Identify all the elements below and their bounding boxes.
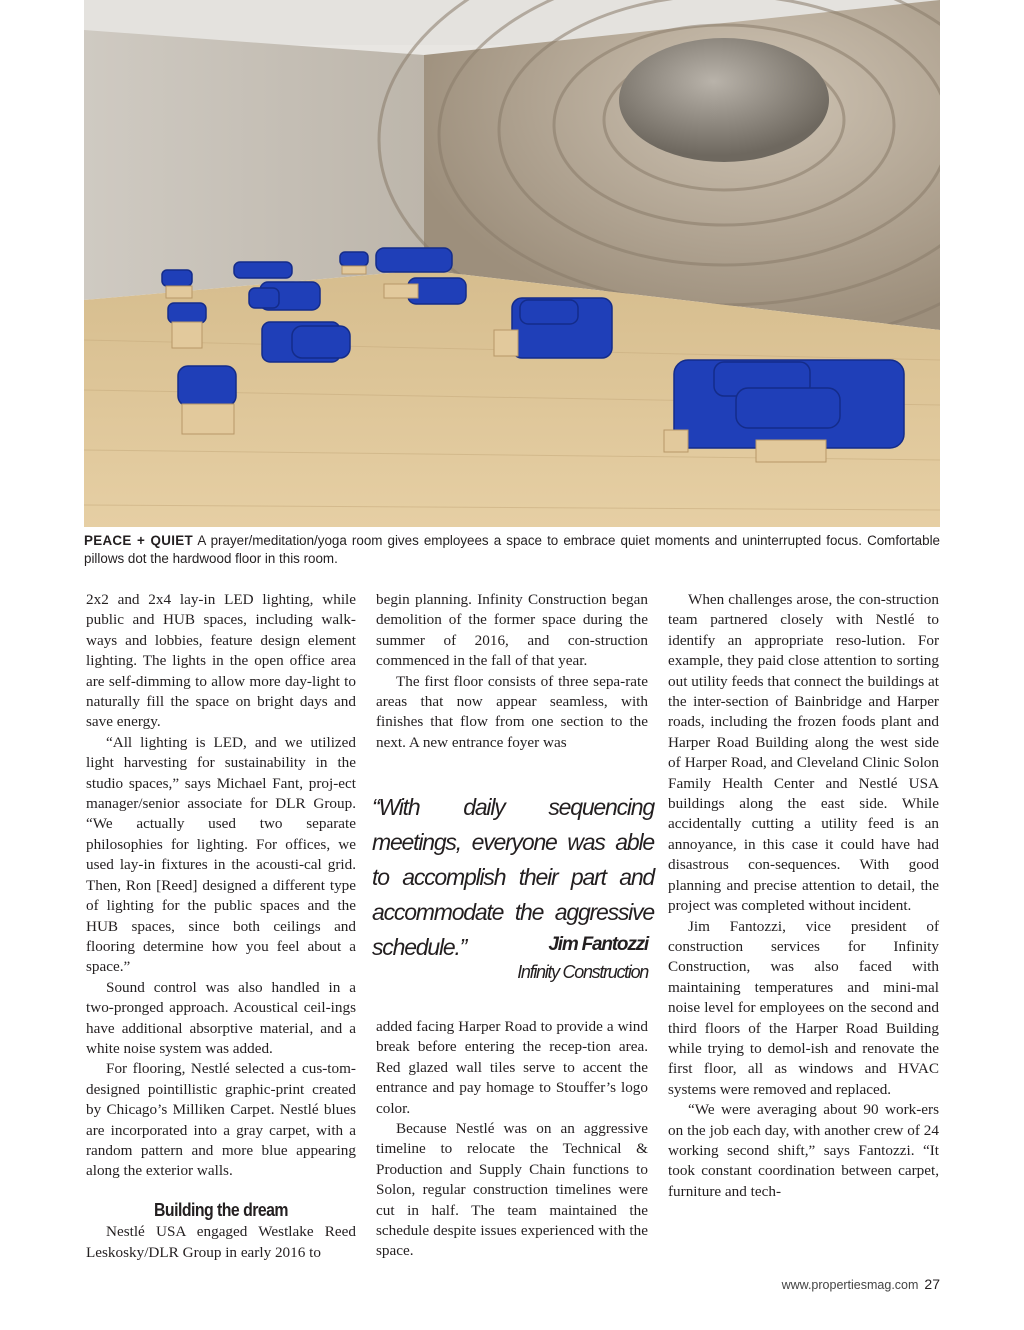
article-column-3 (668, 590, 939, 1202)
paragraph: “We were averaging about 90 work-ers on the job each day, with another crew of 24 working second shift,” says Fantozzi. “It took constant coordination between carpet, furniture and tech- (668, 1101, 939, 1200)
article-column-2-top (376, 590, 648, 753)
page-number: 27 (924, 1276, 940, 1292)
footer-url[interactable]: www.propertiesmag.com (781, 1278, 919, 1292)
paragraph: Nestlé USA engaged Westlake Reed Leskosky/DLR Group in early 2016 to (86, 1223, 356, 1261)
paragraph: 2x2 and 2x4 lay-in LED lighting, while public and HUB spaces, including walk-ways and lobbies, feature design element lighting. The lights in the open office area are self-dimming to allow more day-light to naturally fill the space on bright days and save energy. (86, 591, 356, 731)
paragraph: The first floor consists of three sepa-rate areas that now appear seamless, with finishes that flow from one section to the next. A new entrance foyer was (376, 672, 648, 751)
article-column-2-bottom (376, 1017, 648, 1262)
paragraph: For flooring, Nestlé selected a cus-tom-designed pointillistic graphic-print created by Chicago’s Milliken Carpet. Nestlé blues are incorporated into a gray carpet, with a random pattern and more blue appearing along the exterior walls. (86, 1060, 356, 1180)
caption-lead: PEACE + QUIET (84, 533, 193, 548)
photo-caption (84, 532, 940, 568)
meditation-room-photo-icon (84, 0, 940, 527)
caption-text: A prayer/meditation/yoga room gives employees a space to embrace quiet moments and uninterrupted focus. Comfortable pillows dot the hardwood floor in this room. (84, 533, 940, 566)
paragraph: Sound control was also handled in a two-pronged approach. Acoustical ceil-ings have additional absorptive material, and a white noise system was added. (86, 978, 356, 1057)
section-subhead: Building the dream (154, 1199, 288, 1220)
meditation-room-photo (84, 0, 940, 527)
paragraph: Jim Fantozzi, vice president of construction services for Infinity Construction, was also faced with maintaining temperatures and mini-mal noise level for employees on the second and third floors of the Harper Road Building while trying to demol-ish and renovate the first floor, all as windows and HVAC systems were removed and replaced. (668, 917, 939, 1098)
pull-quote: “With daily sequencing meetings, everyone was able to accomplish their part and accommodate the aggressive schedule.” (372, 794, 654, 960)
paragraph: begin planning. Infinity Construction began demolition of the former space during the summer of 2016, and con-struction commenced in the fall of that year. (376, 591, 648, 670)
paragraph: “All lighting is LED, and we utilized light harvesting for sustainability in the studio spaces,” says Michael Fant, proj-ect manager/senior associate for DLR Group. “We actually used two separate philosophies for lighting. For offices, we used lay-in fixtures in the acousti-cal grid. Then, Ron [Reed] designed a different type of lighting for the public spaces and the HUB spaces, since both ceilings and flooring determine how you feel about a space.” (86, 733, 356, 976)
paragraph: added facing Harper Road to provide a wind break before entering the recep-tion area. Red glazed wall tiles serve to accent the entrance and pay homage to Stouffer’s logo color. (376, 1018, 648, 1117)
pull-quote-attribution-name: Jim Fantozzi (548, 934, 648, 955)
paragraph: Because Nestlé was on an aggressive timeline to relocate the Technical & Production and Supply Chain functions to Solon, regular construction timelines were cut in half. The team maintained the schedule despite issues experienced with the space. (376, 1120, 648, 1260)
pull-quote-attribution-org: Infinity Construction (517, 962, 648, 982)
article-column-1 (86, 590, 356, 1263)
paragraph: When challenges arose, the con-struction team partnered closely with Nestlé to identify an appropriate reso-lution. For example, they paid close attention to sorting out utility feeds that connect the buildings at the inter-section of Bainbridge and Harper roads, including the frozen foods plant and Harper Road Building along the west side of Harper Road, and Cleveland Clinic Solon Family Health Center and Nestlé USA buildings along the east side. While accidentally cutting a utility feed is an annoyance, in this case it could have had disastrous con-sequences. With good planning and precise attention to detail, the project was completed without incident. (668, 591, 939, 915)
page-footer (782, 1276, 940, 1292)
